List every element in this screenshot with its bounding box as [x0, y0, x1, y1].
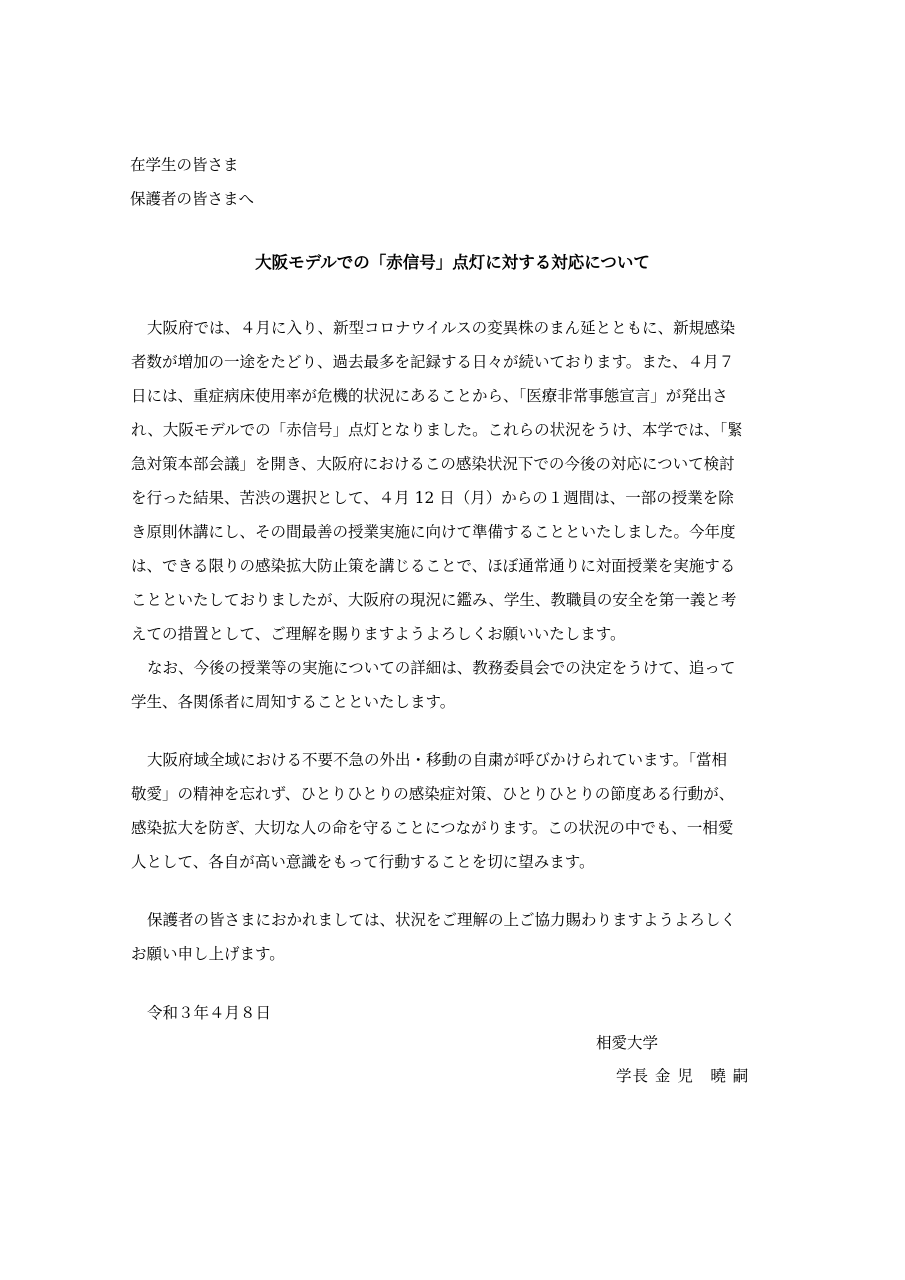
paragraph3-line: 大阪府域全域における不要不急の外出・移動の自粛が呼びかけられています。「當相	[147, 751, 728, 769]
paragraph4-line: お願い申し上げます。	[131, 945, 285, 963]
paragraph3-line: 敬愛」の精神を忘れず、ひとりひとりの感染症対策、ひとりひとりの節度ある行動が、	[131, 785, 735, 803]
paragraph4-line: 保護者の皆さまにおかれましては、状況をご理解の上ご協力賜わりますようよろしく	[147, 911, 737, 929]
organization-name: 相愛大学	[596, 1034, 659, 1052]
paragraph1-line: 日には、重症病床使用率が危機的状況にあることから、「医療非常事態宣言」が発出さ	[131, 387, 728, 405]
document-title: 大阪モデルでの「赤信号」点灯に対する対応について	[255, 253, 650, 272]
paragraph2-line: 学生、各関係者に周知することといたします。	[131, 693, 456, 711]
document-date: 令和３年４月８日	[147, 1004, 272, 1022]
paragraph2-line: なお、今後の授業等の実施についての詳細は、教務委員会での決定をうけて、追って	[147, 659, 736, 677]
paragraph1-line: は、できる限りの感染拡大防止策を講じることで、ほぼ通常通りに対面授業を実施する	[131, 557, 736, 575]
paragraph1-line: ことといたしておりましたが、大阪府の現況に鑑み、学生、教職員の安全を第一義と考	[131, 591, 737, 609]
addressee-students: 在学生の皆さま	[130, 156, 239, 174]
paragraph1-line: を行った結果、苦渋の選択として、４月 12 日（月）からの１週間は、一部の授業を除	[131, 489, 734, 507]
paragraph1-line: えての措置として、ご理解を賜りますようよろしくお願いいたします。	[131, 625, 626, 643]
paragraph1-line: 急対策本部会議」を開き、大阪府におけるこの感染状況下での今後の対応について検討	[131, 455, 735, 473]
paragraph1-line: 大阪府では、４月に入り、新型コロナウイルスの変異株のまん延とともに、新規感染	[147, 319, 736, 337]
paragraph3-line: 感染拡大を防ぎ、大切な人の命を守ることにつながります。この状況の中でも、一相愛	[131, 819, 734, 837]
addressee-guardians: 保護者の皆さまへ	[130, 190, 255, 208]
paragraph1-line: 者数が増加の一途をたどり、過去最多を記録する日々が続いております。また、４月７	[131, 353, 735, 371]
paragraph1-line: き原則休講にし、その間最善の授業実施に向けて準備することといたしました。今年度	[131, 523, 736, 541]
paragraph1-line: れ、大阪モデルでの「赤信号」点灯となりました。これらの状況をうけ、本学では、「緊	[131, 421, 743, 439]
paragraph3-line: 人として、各自が高い意識をもって行動することを切に望みます。	[131, 853, 595, 871]
president-signature: 学長 金 児 曉 嗣	[616, 1067, 750, 1085]
